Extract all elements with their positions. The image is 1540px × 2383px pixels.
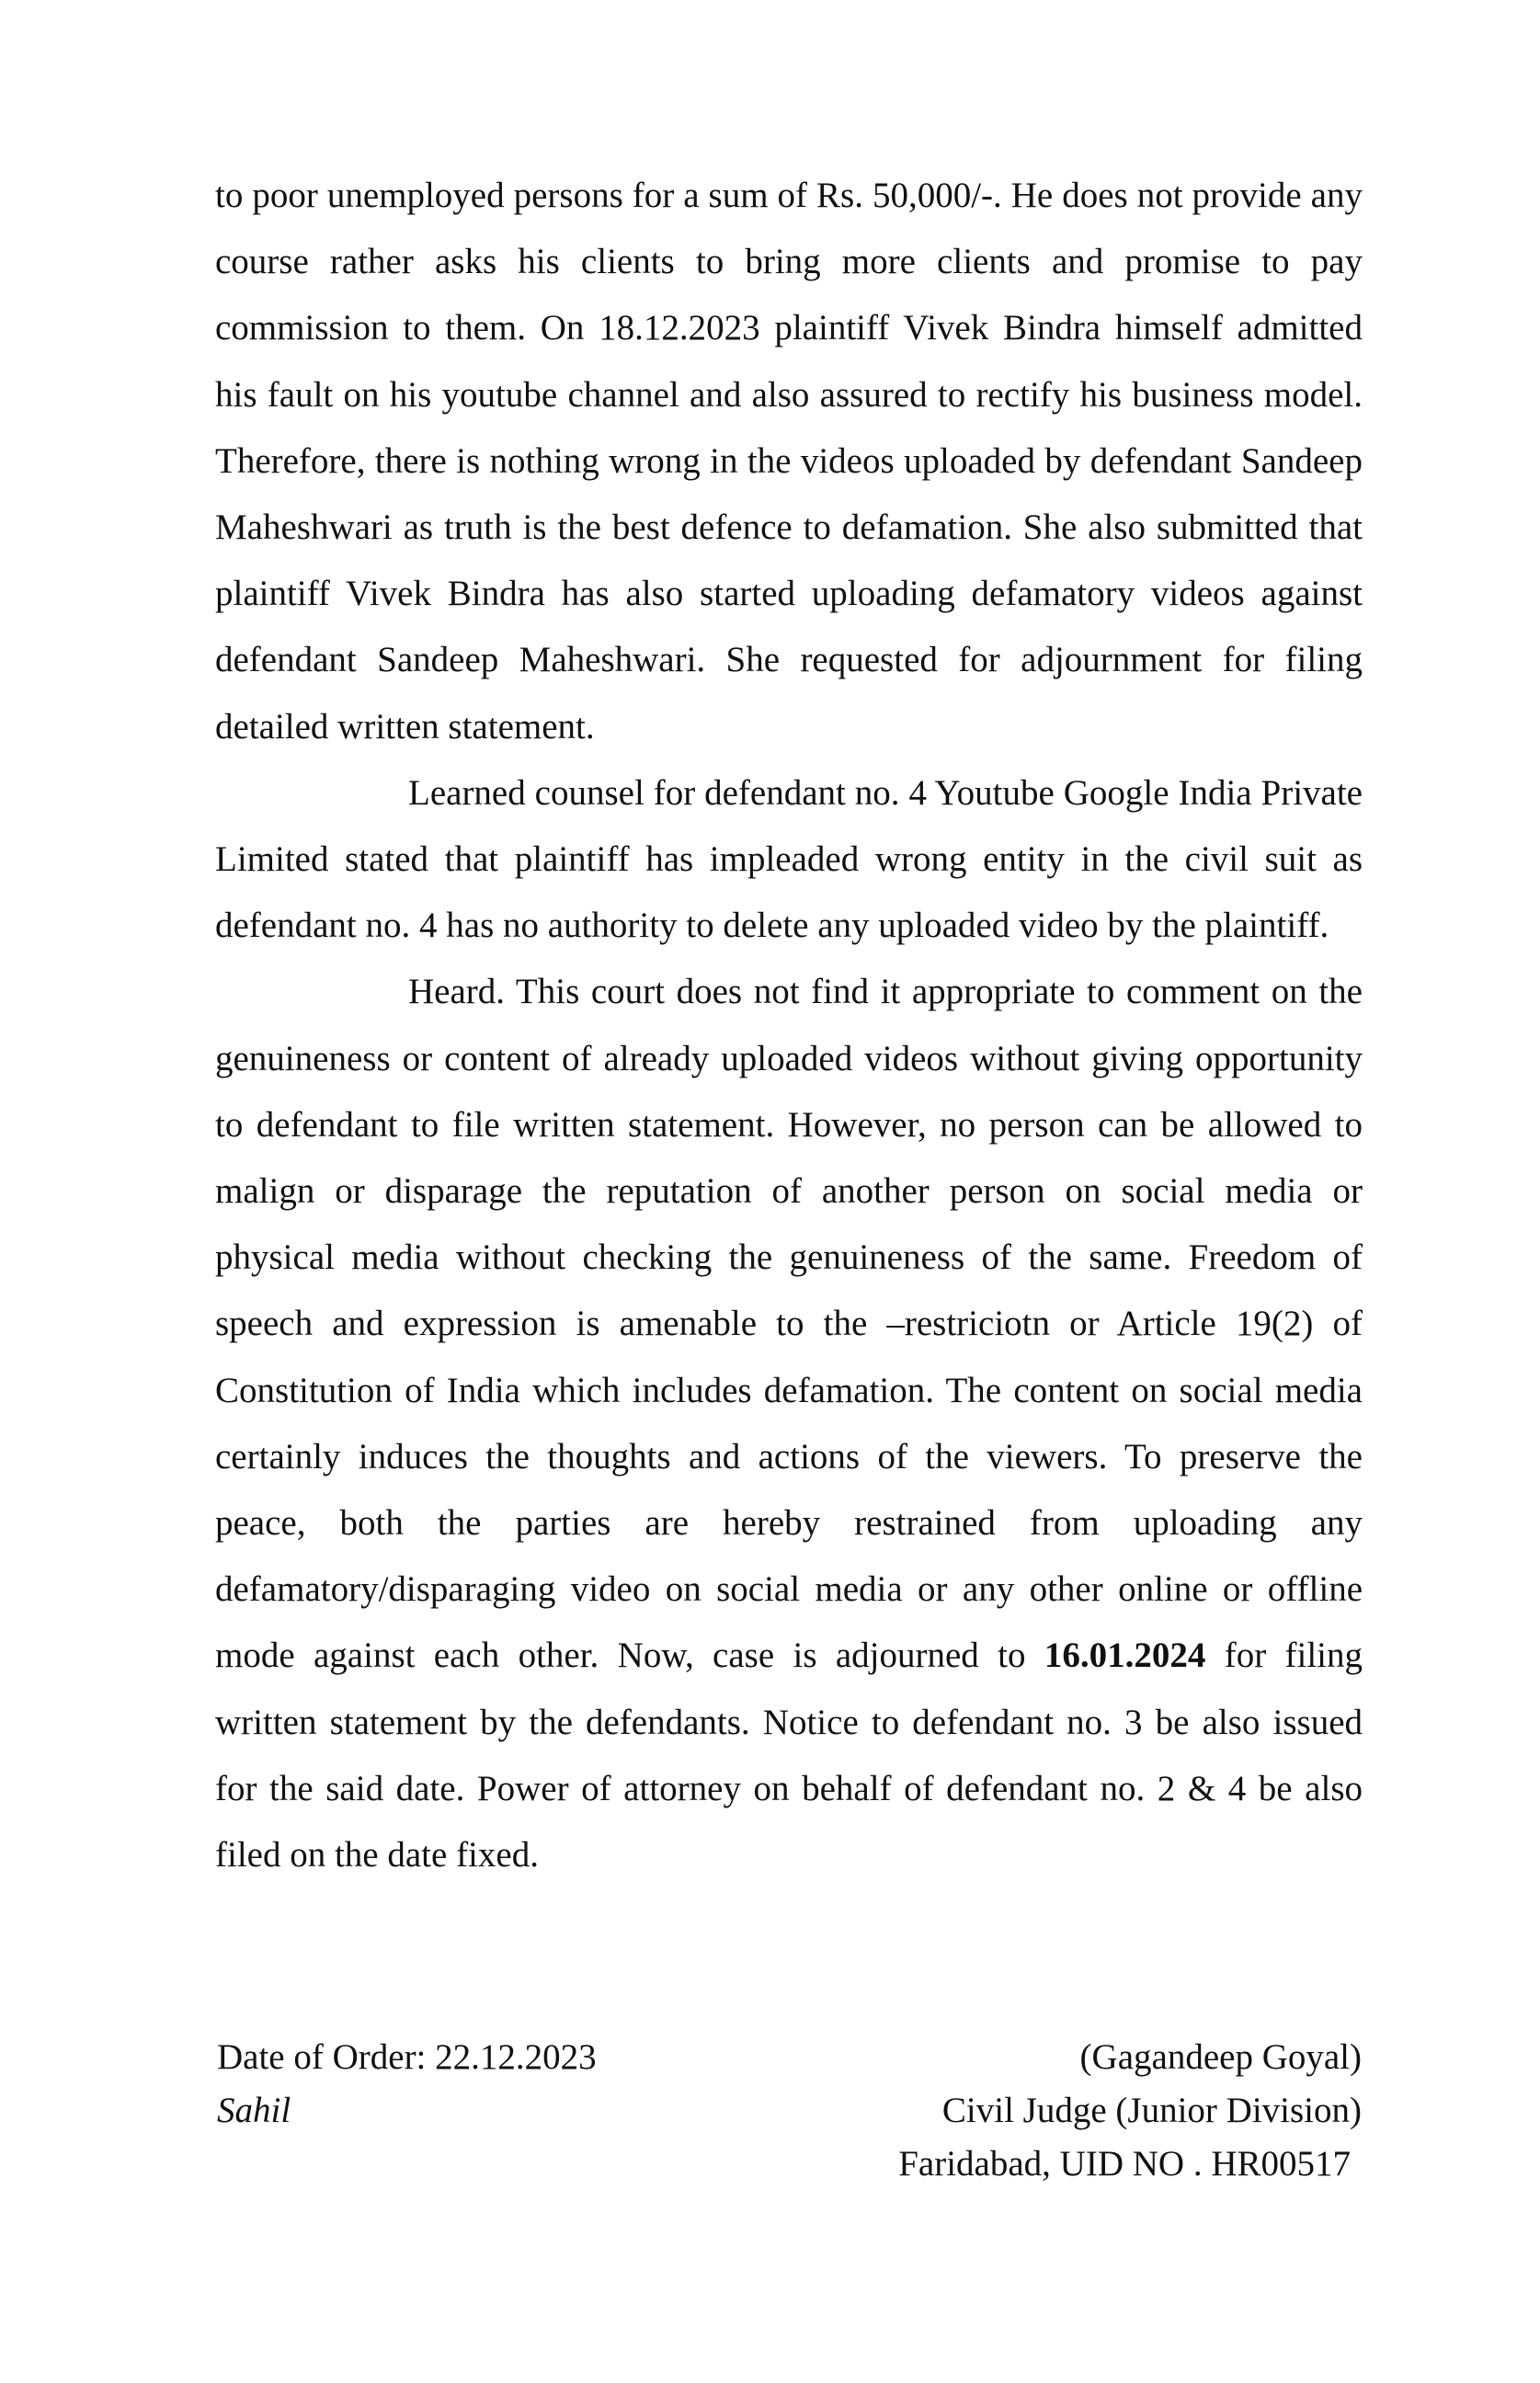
order-body [215,163,1363,1888]
paragraph-defendant-submission: to poor unemployed persons for a sum of Rs. 50,000/-. He does not provide any course rather asks his clients to bring more clients and promise to pay commission to them. On 18.12.2023 plaintiff Vivek Bindra himself admitted his fault on his youtube channel and also assured to rectify his business model. Therefore, there is nothing wrong in the videos uploaded by defendant Sandeep Maheshwari as truth is the best defence to defamation. She also submitted that plaintiff Vivek Bindra has also started uploading defamatory videos against defendant Sandeep Maheshwari. She requested for adjournment for filing detailed written statement. [215,176,1363,747]
order-footer-left [217,2031,597,2138]
judge-location-uid: Faridabad, UID NO . HR00517 [898,2144,1351,2183]
judge-designation: Civil Judge (Junior Division) [941,2091,1362,2130]
paragraph-youtube-counsel: Learned counsel for defendant no. 4 Youtube Google India Private Limited stated that plaintiff has impleaded wrong entity in the civil suit as defendant no. 4 has no authority to delete any uploaded video by the plaintiff. [215,772,1363,946]
paragraph-court-order [215,959,1363,1888]
next-hearing-date: 16.01.2024 [1044,1636,1206,1676]
clerk-name: Sahil [217,2091,291,2130]
court-order-text: Heard. This court does not find it appropriate to comment on the genuineness or content of already uploaded videos without giving opportunity to defendant to file written statement. However, no person can be allowed to malign or disparage the reputation of another person on social media or physical media without checking the genuineness of the same. Freedom of speech and expression is amenable to the –restriciotn or Article 19(2) of Constitution of India which includes defamation. The content on social media certainly induces the thoughts and actions of the viewers. To preserve the peace, both the parties are hereby restrained from uploading any defamatory/disparaging video on social media or any other online or offline mode against each other. Now, case is adjourned to [215,972,1363,1676]
judge-signature-block [898,2031,1362,2191]
judge-name: (Gagandeep Goyal) [1079,2037,1362,2077]
date-of-order: Date of Order: 22.12.2023 [217,2037,597,2077]
court-order-text-continued: for filing written statement by the defendants. Notice to defendant no. 3 be also issued for the said date. Power of attorney on behalf of defendant no. 2 & 4 be also filed on the date fixed. [215,1636,1363,1876]
